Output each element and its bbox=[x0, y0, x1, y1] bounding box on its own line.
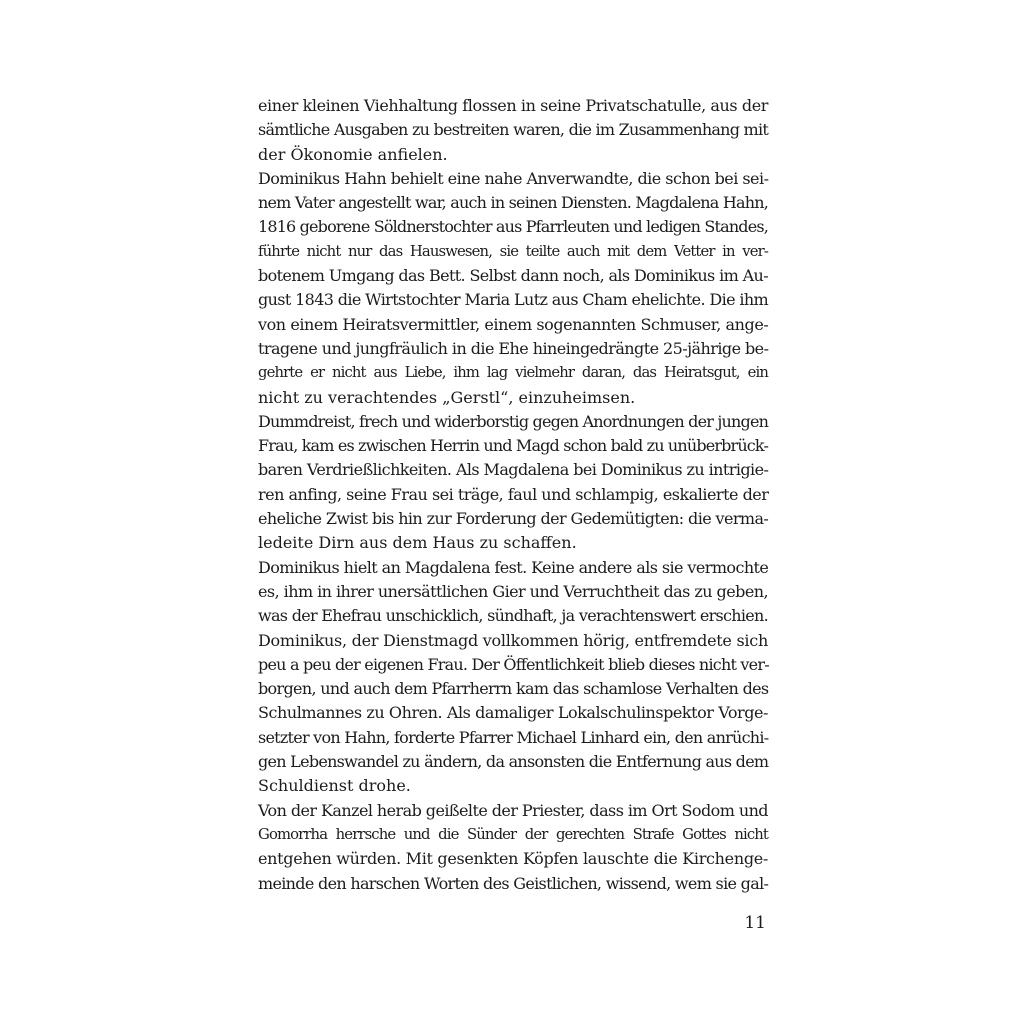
text-line: baren Verdrießlichkeiten. Als Magdalena bei Dominikus zu intrigie- bbox=[258, 460, 769, 480]
text-line: tragene und jungfräulich in die Ehe hineingedrängte 25-jährige be- bbox=[258, 338, 769, 358]
body-text bbox=[258, 94, 768, 896]
page-number: 11 bbox=[744, 913, 766, 933]
text-line: meinde den harschen Worten des Geistlichen, wissend, wem sie gal- bbox=[258, 873, 769, 893]
text-line: entgehen würden. Mit gesenkten Köpfen lauschte die Kirchenge- bbox=[258, 849, 769, 869]
text-line: Frau, kam es zwischen Herrin und Magd schon bald zu unüberbrück- bbox=[258, 436, 769, 456]
text-line: einer kleinen Viehhaltung flossen in seine Privatschatulle, aus der bbox=[258, 96, 768, 115]
text-line: ledeite Dirn aus dem Haus zu schaffen. bbox=[258, 533, 577, 553]
text-line: ren anfing, seine Frau sei träge, faul und schlampig, eskalierte der bbox=[258, 484, 769, 504]
text-line: von einem Heiratsvermittler, einem sogenannten Schmuser, ange- bbox=[258, 314, 769, 334]
text-line: der Ökonomie anfielen. bbox=[258, 144, 448, 164]
text-line: Dummdreist, frech und widerborstig gegen Anordnungen der jungen bbox=[258, 411, 769, 431]
text-line: peu a peu der eigenen Frau. Der Öffentlichkeit blieb dieses nicht ver- bbox=[258, 654, 769, 674]
text-line: gen Lebenswandel zu ändern, da ansonsten die Entfernung aus dem bbox=[258, 752, 769, 772]
text-line: gehrte er nicht aus Liebe, ihm lag vielmehr daran, das Heiratsgut, ein bbox=[258, 364, 768, 382]
text-line: Schulmannes zu Ohren. Als damaliger Lokalschulinspektor Vorge- bbox=[258, 703, 768, 723]
text-line: Schuldienst drohe. bbox=[258, 776, 411, 796]
text-line: Dominikus Hahn behielt eine nahe Anverwandte, die schon bei sei- bbox=[258, 168, 769, 188]
text-line: es, ihm in ihrer unersättlichen Gier und Verruchtheit das zu geben, bbox=[258, 581, 769, 601]
text-line: botenem Umgang das Bett. Selbst dann noch, als Dominikus im Au- bbox=[258, 266, 768, 286]
text-line: borgen, und auch dem Pfarrherrn kam das schamlose Verhalten des bbox=[258, 679, 769, 699]
text-line: gust 1843 die Wirtstochter Maria Lutz aus Cham ehelichte. Die ihm bbox=[258, 290, 769, 310]
text-line: Dominikus hielt an Magdalena fest. Keine andere als sie vermochte bbox=[258, 557, 769, 577]
text-line: eheliche Zwist bis hin zur Forderung der Gedemütigten: die verma- bbox=[258, 509, 769, 529]
text-line: führte nicht nur das Hauswesen, sie teilte auch mit dem Vetter in ver- bbox=[258, 242, 768, 260]
text-line: Von der Kanzel herab geißelte der Priester, dass im Ort Sodom und bbox=[258, 800, 768, 820]
text-line: Gomorrha herrsche und die Sünder der gerechten Strafe Gottes nicht bbox=[258, 825, 768, 843]
text-line: Dominikus, der Dienstmagd vollkommen hörig, entfremdete sich bbox=[258, 630, 768, 650]
text-line: setzter von Hahn, forderte Pfarrer Michael Linhard ein, den anrüchi- bbox=[258, 727, 769, 747]
text-line: sämtliche Ausgaben zu bestreiten waren, die im Zusammenhang mit bbox=[258, 120, 768, 140]
text-line: nicht zu verachtendes „Gerstl“, einzuheimsen. bbox=[258, 387, 636, 407]
text-line: nem Vater angestellt war, auch in seinen Diensten. Magdalena Hahn, bbox=[258, 193, 768, 213]
text-line: was der Ehefrau unschicklich, sündhaft, ja verachtenswert erschien. bbox=[258, 606, 768, 626]
text-line: 1816 geborene Söldnerstochter aus Pfarrleuten und ledigen Standes, bbox=[258, 217, 768, 237]
